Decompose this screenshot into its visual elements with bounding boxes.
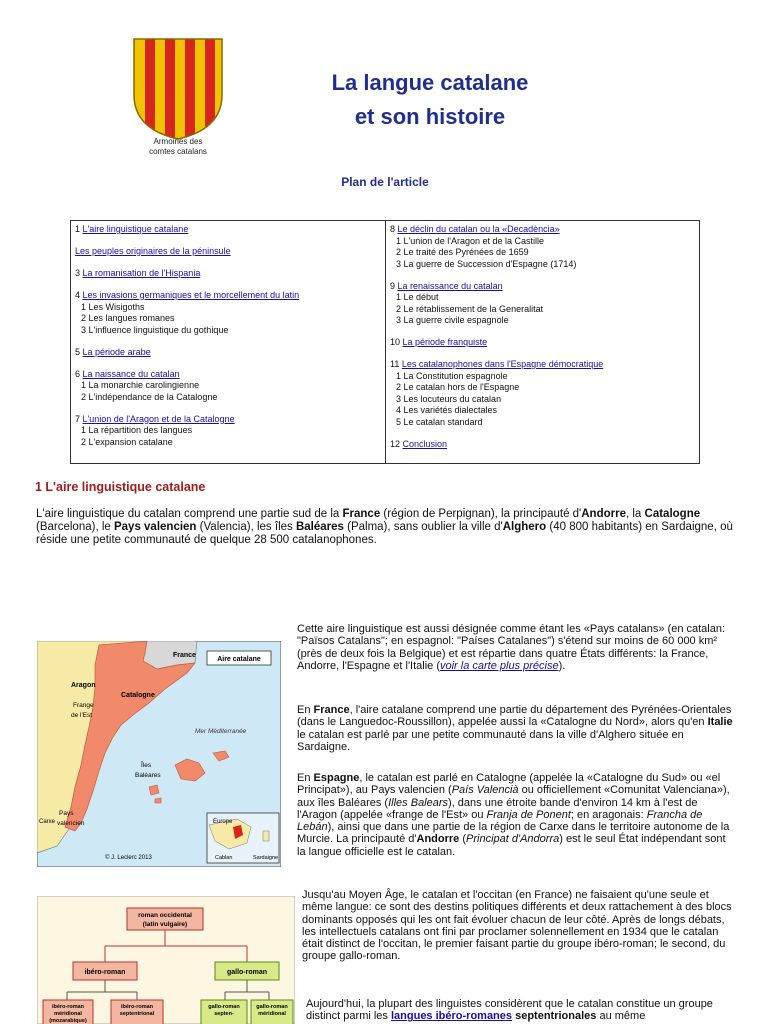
paragraph-2: Cette aire linguistique est aussi désignée comme étant les «Pays catalans» (en catalan: "Països Catalans"; en espagnol: "Países Catalanes") s'étend sur moins de 60 000 km² (près de deux fois la Belgique) et est répartie dans quatre États différents: la France, Andorre, l'Espagne et l'Italie (voir la carte plus précise). [297, 623, 726, 672]
catalan-area-map [37, 641, 281, 867]
map-label-catalogne: Catalogne [121, 692, 155, 699]
toc-subitem: 2 Le catalan hors de l'Espagne [396, 382, 520, 392]
toc-item-9 [390, 281, 695, 327]
plan-heading: Plan de l'article [341, 175, 429, 189]
toc-number: 11 [390, 359, 400, 369]
paragraph-6: Aujourd'hui, la plupart des linguistes considèrent que le catalan constitue un groupe distinct parmi les langues ibéro-romanes septentrionales au même [306, 998, 713, 1023]
formentera-island [155, 798, 161, 803]
toc-number: 1 [75, 224, 81, 234]
toc-subitem: 3 L'influence linguistique du gothique [81, 324, 229, 335]
toc-subitem: 1 L'union de l'Aragon et de la Castille [396, 235, 545, 246]
toc-item-5 [75, 347, 381, 359]
tree-leaf3-line2: septen- [214, 1011, 234, 1017]
toc-link-4[interactable]: Les invasions germaniques et le morcellement du latin [82, 290, 300, 300]
toc-item-6 [75, 369, 381, 404]
toc-link-12[interactable]: Conclusion [402, 438, 448, 449]
map-label-frange-line2: de l'Est [71, 712, 93, 719]
toc-subitem: 1 Le début [396, 292, 439, 302]
toc-item-11 [390, 359, 695, 428]
toc-subitem: 3 Les locuteurs du catalan [396, 393, 502, 404]
map-label-france: France [173, 652, 196, 659]
paragraph-1: L'aire linguistique du catalan comprend une partie sud de la France (région de Perpignan), la principauté d'Andorre, la Catalogne (Barcelona), le Pays valencien (Valencia), les îles Baléares (Palma), sans oublier la ville d'Alghero (40 800 habitants) en Sardaigne, où réside une petite communauté de quelque 28 500 catalanophones. [36, 508, 733, 546]
toc-item-4 [75, 290, 381, 336]
toc-item-8 [390, 224, 695, 270]
map-label-aragon: Aragon [71, 682, 96, 689]
paragraph-3: En France, l'aire catalane comprend une partie du département des Pyrénées-Orientales (dans le Languedoc-Roussillon), appelée aussi la «Catalogne du Nord», alors qu'en Italie le catalan est parlé par une petite communauté dans la ville d'Alghero située en Sardaigne. [297, 704, 733, 753]
paragraph-4: En Espagne, le catalan est parlé en Catalogne (appelée la «Catalogne du Sud» ou «el Principat»), au Pays valencien (País Valencià ou officiellement «Comunitat Valenciana»), aux îles Baléares (Illes Balears), dans une étroite bande d'environ 14 km à l'est de l'Aragon (appelée «frange de l'Est» ou Franja de Ponent; en aragonais: Francha de Lebán), ainsi que dans une partie de la région de Carxe dans le territoire autonome de la Murcie. La principauté d'Andorre (Principat d'Andorra) est le seul État indépendant sont la langue officielle est le catalan. [297, 772, 730, 858]
toc-link-1[interactable]: L'aire linguistique catalane [82, 224, 189, 234]
toc-link-9[interactable]: La renaissance du catalan [397, 280, 503, 291]
toc-subitem: 1 La Constitution espagnole [396, 370, 508, 381]
catalan-coat-of-arms-image [132, 37, 224, 141]
toc-item-3 [75, 268, 381, 280]
tree-gallo: gallo-roman [226, 969, 268, 976]
map-label-pays-line2: valencien [57, 820, 85, 827]
tree-leaf1-line1: ibéro-roman [51, 1004, 85, 1010]
toc-number: 4 [75, 290, 81, 300]
tree-leaf4-line2: méridional [258, 1011, 286, 1017]
toc-link-2[interactable]: Les peuples originaires de la péninsule [75, 246, 231, 256]
table-of-contents [70, 220, 700, 464]
paragraph-5: Jusqu'au Moyen Âge, le catalan et l'occitan (en France) ne faisaient qu'une seule et même langue: ce sont des destins politiques différents et deux rattachement à des blocs dominants opposés qui les ont fait évoluer chacun de leur côté. Après de longs débats, les intellectuels catalans ont fini par proclamer solennellement en 1934 que le catalan était distinct de l'occitan, le premier faisant partie du groupe ibéro-roman; le second, du groupe gallo-roman. [302, 889, 732, 963]
tree-leaf1-line2: méridional [54, 1011, 82, 1017]
toc-subitem: 3 La guerre de Succession d'Espagne (1714) [396, 258, 577, 269]
map-label-iles-line2: Baléares [135, 772, 161, 779]
toc-item-12 [390, 439, 695, 451]
toc-right-column [385, 221, 699, 463]
crest-caption-line1: Armoiries des [153, 137, 203, 146]
toc-link-8[interactable]: Le déclin du catalan ou la «Decadència» [397, 224, 560, 234]
toc-link-6[interactable]: La naissance du catalan [82, 368, 180, 379]
map-legend: Aire catalane [217, 656, 261, 663]
crest-caption [128, 137, 228, 157]
page-title [270, 66, 590, 134]
map-label-iles-line1: Îles [141, 762, 152, 769]
tree-leaf2-line2: septentrional [119, 1011, 155, 1017]
toc-number: 3 [75, 268, 81, 278]
toc-number: 9 [390, 280, 396, 291]
toc-number: 8 [390, 224, 396, 234]
toc-number: 12 [390, 438, 401, 449]
tree-ibero: ibéro-roman [84, 969, 126, 976]
toc-link-11[interactable]: Les catalanophones dans l'Espagne démocratique [401, 359, 604, 369]
map-label-carxe: Carxe [39, 819, 56, 825]
tree-root-line2: (latin vulgaire) [142, 921, 188, 928]
tree-leaf3-line1: gallo-roman [208, 1004, 240, 1010]
toc-subitem: 2 Les langues romanes [81, 313, 175, 323]
toc-subitem: 2 L'indépendance de la Catalogne [81, 391, 218, 402]
toc-item-2 [75, 246, 381, 258]
map-label-frange-line1: Frange [73, 702, 94, 709]
tree-leaf2-line1: ibéro-roman [120, 1004, 154, 1010]
crest-caption-line2: comtes catalans [149, 147, 207, 156]
ibiza-island [149, 785, 159, 795]
toc-subitem: 5 Le catalan standard [396, 416, 483, 427]
toc-subitem: 2 L'expansion catalane [81, 436, 173, 447]
page-title-line1: La langue catalane [331, 70, 529, 95]
section-1-heading: 1 L'aire linguistique catalane [35, 480, 206, 494]
toc-link-10[interactable]: La période franquiste [402, 337, 488, 347]
map-label-mer: Mer Méditerranée [195, 728, 247, 735]
toc-link-5[interactable]: La période arabe [82, 346, 151, 357]
ibero-romance-link[interactable]: langues ibéro-romanes [390, 1010, 513, 1023]
toc-subitem: 2 Le rétablissement de la Generalitat [396, 303, 544, 314]
toc-number: 7 [75, 413, 81, 424]
tree-root-line1: roman occidental [138, 912, 192, 919]
toc-item-7 [75, 414, 381, 449]
toc-subitem: 1 La monarchie carolingienne [81, 380, 200, 390]
toc-number: 5 [75, 346, 81, 357]
toc-left-column [71, 221, 385, 463]
toc-number: 10 [390, 337, 401, 347]
map-credit: © J. Leclerc 2013 [105, 855, 152, 861]
toc-item-1 [75, 224, 381, 236]
toc-link-3[interactable]: La romanisation de l'Hispania [82, 268, 201, 278]
page-title-line2: et son histoire [354, 104, 506, 129]
toc-subitem: 1 La répartition des langues [81, 425, 193, 435]
romance-family-tree-image [37, 896, 295, 1024]
toc-link-7[interactable]: L'union de l'Aragon et de la Catalogne [82, 413, 235, 424]
tree-leaf1-line3: (mozarabique) [49, 1018, 87, 1024]
tree-leaf4-line1: gallo-roman [256, 1004, 288, 1010]
toc-subitem: 2 Le traité des Pyrénées de 1659 [396, 247, 529, 257]
map-label-pays-line1: Pays [59, 810, 74, 817]
map-inset-europe: Europe [213, 819, 233, 825]
toc-item-10 [390, 337, 695, 349]
map-inset-sardaigne: Sardaigne [253, 855, 279, 861]
toc-subitem: 1 Les Wisigoths [81, 301, 145, 312]
map-inset-cabalan: Cablan [215, 855, 233, 861]
toc-number: 6 [75, 368, 81, 379]
toc-subitem: 4 Les variétés dialectales [396, 405, 498, 415]
precise-map-link[interactable]: voir la carte plus précise [440, 659, 559, 672]
toc-subitem: 3 La guerre civile espagnole [396, 315, 509, 325]
